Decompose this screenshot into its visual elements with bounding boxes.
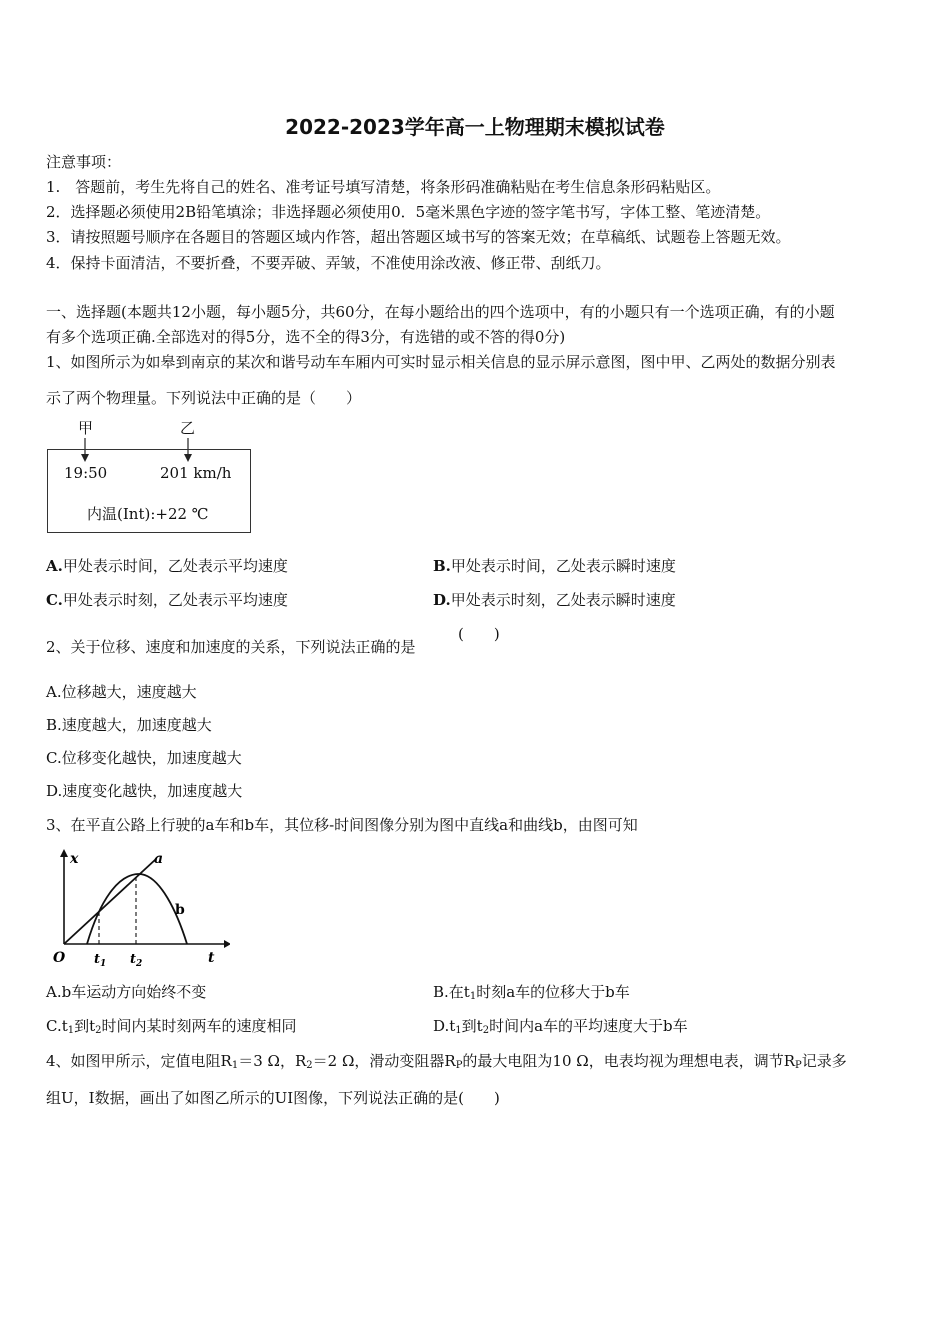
notice-item: 3．请按照题号顺序在各题目的答题区域内作答，超出答题区域书写的答案无效；在草稿纸、试题卷上答题无效。: [46, 228, 791, 246]
label-yi: 乙: [180, 419, 196, 437]
q1-option-b[interactable]: [433, 556, 676, 576]
q2-stem: 2、关于位移、速度和加速度的关系，下列说法正确的是: [46, 638, 416, 656]
x-axis-label: x: [70, 851, 79, 867]
display-temperature: 内温(Int):+22 ℃: [87, 505, 209, 523]
section-intro: 有多个选项正确.全部选对的得5分，选不全的得3分，有选错的或不答的得0分): [46, 328, 566, 346]
q1-stem: 1、如图所示为如皋到南京的某次和谐号动车车厢内可实时显示相关信息的显示屏示意图，图中甲、乙两处的数据分别表: [46, 353, 836, 371]
option-key: B.: [433, 557, 451, 575]
notice-heading: 注意事项：: [46, 153, 122, 171]
option-text: 甲处表示时间，乙处表示瞬时速度: [450, 557, 676, 575]
line-a-label: a: [154, 851, 164, 867]
q1-stem: 示了两个物理量。下列说法中正确的是（ ）: [46, 389, 362, 407]
q2-option-b[interactable]: B.速度越大，加速度越大: [46, 716, 212, 734]
q3-stem: 3、在平直公路上行驶的a车和b车，其位移-时间图像分别为图中直线a和曲线b，由图可知: [46, 816, 638, 834]
q1-option-a[interactable]: [46, 556, 288, 576]
t-axis-arrow: [224, 940, 230, 948]
q3-option-a[interactable]: A.b车运动方向始终不变: [46, 983, 207, 1001]
notice-item: 2．选择题必须使用2B铅笔填涂；非选择题必须使用0．5毫米黑色字迹的签字笔书写，字体工整、笔迹清楚。: [46, 203, 771, 221]
label-jia: 甲: [78, 419, 94, 437]
t1-label: $t_1$: [94, 952, 107, 969]
x-axis-arrow: [60, 849, 68, 857]
t2-label: $t_2$: [130, 952, 143, 969]
line-a: [64, 859, 156, 944]
q4-stem: 组U，I数据，画出了如图乙所示的UI图像，下列说法正确的是( ): [46, 1089, 500, 1107]
section-intro: 一、选择题(本题共12小题，每小题5分，共60分，在每小题给出的四个选项中，有的小题只有一个选项正确，有的小题: [46, 303, 835, 321]
t-axis-label: t: [208, 950, 215, 966]
option-text: 甲处表示时间，乙处表示平均速度: [62, 557, 288, 575]
option-key: D.: [433, 591, 451, 609]
curve-b-label: b: [175, 902, 185, 918]
option-key: C.: [46, 591, 63, 609]
origin-label: O: [53, 950, 66, 966]
q1-option-d[interactable]: [433, 590, 676, 610]
q3-option-b[interactable]: B.在$t_1$时刻a车的位移大于b车: [433, 983, 630, 1002]
notice-item: 4．保持卡面清洁，不要折叠，不要弄破、弄皱，不准使用涂改液、修正带、刮纸刀。: [46, 254, 611, 272]
q3-option-c[interactable]: $C.t_1$到$t_2$时间内某时刻两车的速度相同: [46, 1017, 297, 1036]
q4-stem: 4、如图甲所示，定值电阻$R_1=3$ Ω，$R_2=2$ Ω，滑动变阻器$R_P$的最大电阻为10 Ω，电表均视为理想电表，调节$R_P$记录多: [46, 1052, 847, 1071]
page-title: 2022-2023学年高一上物理期末模拟试卷: [285, 115, 665, 139]
q2-answer-paren: ( ): [458, 625, 500, 643]
display-speed: 201 km/h: [160, 464, 232, 482]
notice-item: 1. 答题前，考生先将自己的姓名、准考证号填写清楚，将条形码准确粘贴在考生信息条形码粘贴区。: [46, 178, 721, 196]
q3-xt-graph: [50, 845, 230, 970]
q2-option-a[interactable]: A.位移越大，速度越大: [46, 683, 197, 701]
q2-option-c[interactable]: C.位移变化越快，加速度越大: [46, 749, 242, 767]
option-text: 甲处表示时刻，乙处表示平均速度: [62, 591, 288, 609]
q1-option-c[interactable]: [46, 590, 288, 610]
q3-option-d[interactable]: $D.t_1$到$t_2$时间内a车的平均速度大于b车: [433, 1017, 688, 1036]
q2-option-d[interactable]: D.速度变化越快，加速度越大: [46, 782, 243, 800]
display-time: 19:50: [64, 464, 108, 482]
option-text: 甲处表示时刻，乙处表示瞬时速度: [450, 591, 676, 609]
option-key: A.: [46, 557, 63, 575]
